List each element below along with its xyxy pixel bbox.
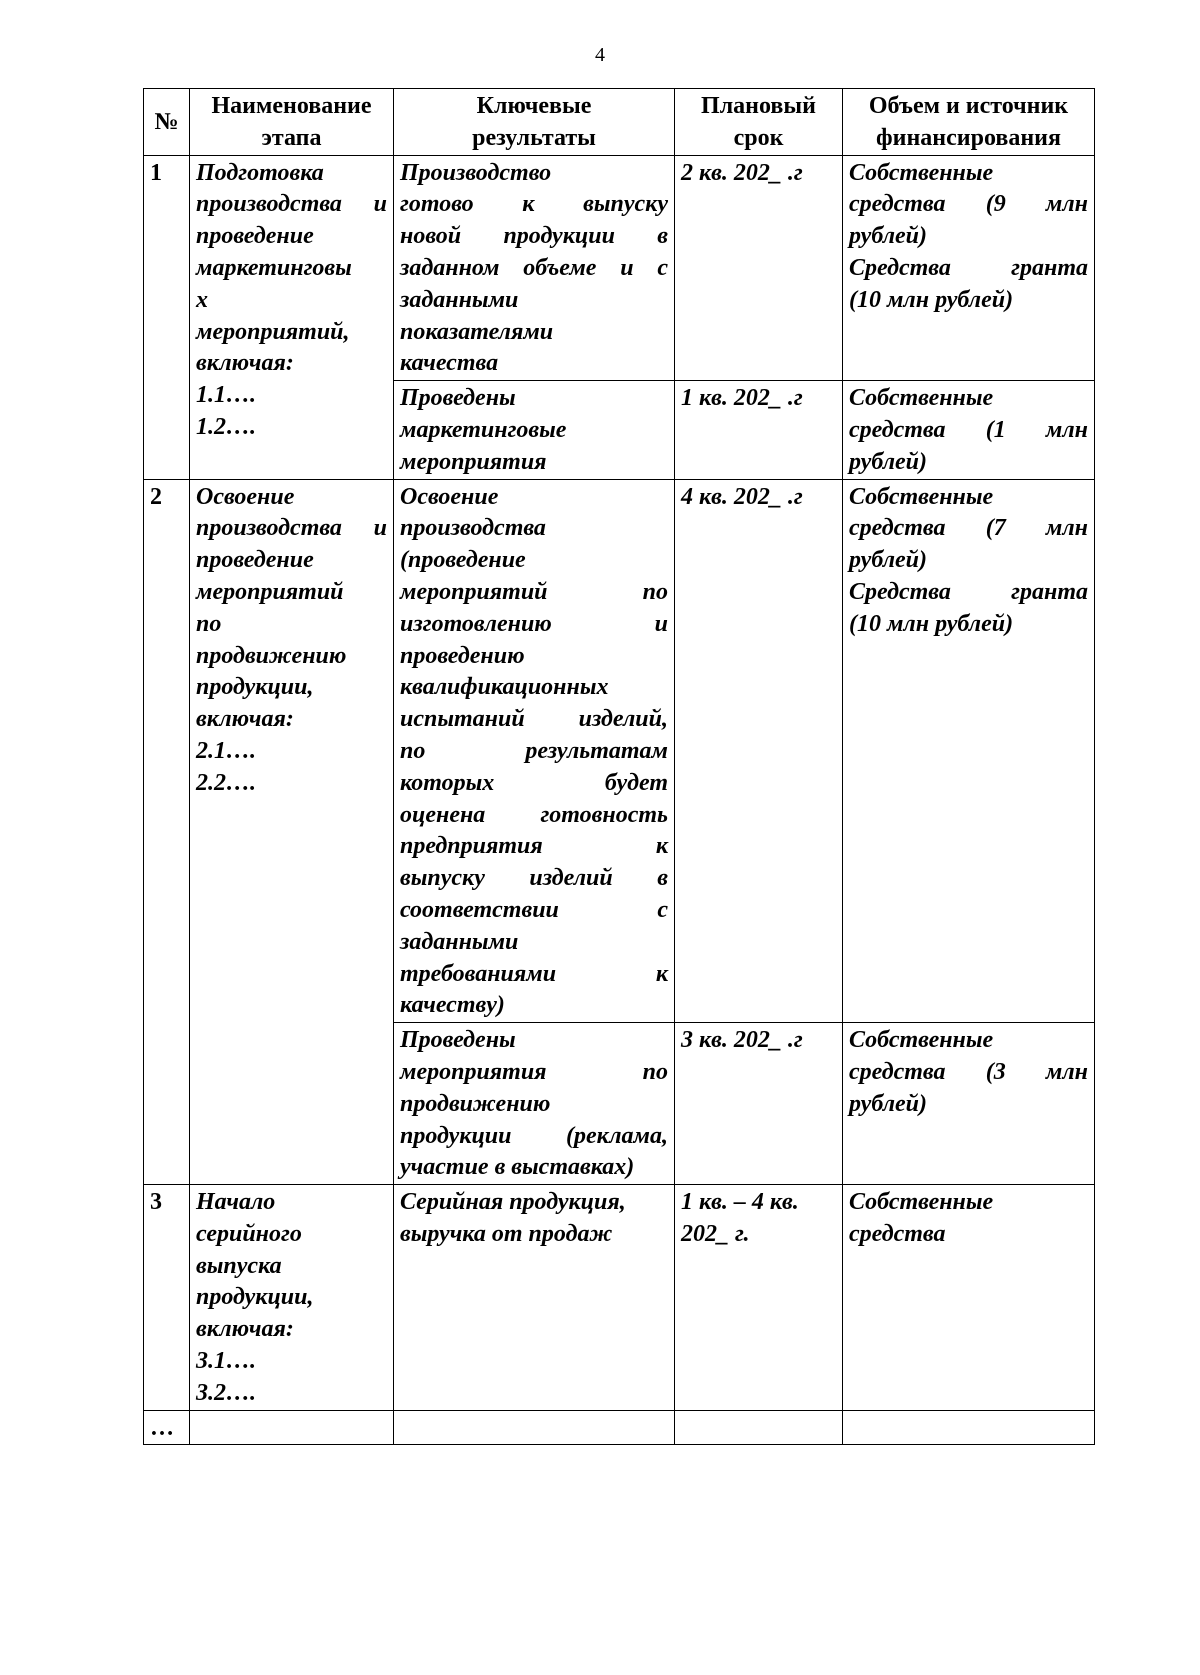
cell-line: Проведены [400,1027,516,1054]
cell-line: Собственные [849,1189,994,1216]
cell-line: продвижению [196,642,347,669]
cell-line: рублей) [849,547,928,574]
planned-term: 3 кв. 202_ .г [675,1023,843,1185]
cell-line: проведение [196,223,314,250]
cell-line: проведение [196,547,314,574]
cell-line: серийного [196,1220,302,1247]
key-result [394,1023,675,1185]
cell-line: производства [400,515,546,542]
cell-line: которых будет [400,769,668,796]
table-row-ellipsis [144,1410,1095,1445]
empty-cell [394,1410,675,1445]
cell-line: рублей) [849,223,928,250]
funding [843,1185,1095,1411]
cell-line: мероприятий [196,578,344,605]
funding [843,479,1095,1023]
cell-line: Освоение [196,483,295,510]
stage-name [190,155,394,479]
cell-line: включая: [196,350,294,377]
cell-line: продукции (реклама, [400,1122,668,1149]
planned-term: 2 кв. 202_ .г [675,155,843,381]
cell-line: оценена готовность [400,801,668,828]
cell-line: рублей) [849,448,928,475]
cell-line: маркетинговые [400,416,567,443]
planned-term: 4 кв. 202_ .г [675,479,843,1023]
cell-line: качеству) [400,992,505,1019]
cell-line: предприятия к [400,833,668,860]
key-result [394,381,675,479]
cell-line: 1.2…. [196,413,256,440]
cell-line: 202_ г. [681,1220,750,1247]
cell-line: Серийная продукция, [400,1189,626,1216]
cell-line: Проведены [400,385,516,412]
cell-line: производства и [196,191,387,218]
cell-line: Средства гранта [849,578,1088,605]
key-result [394,155,675,381]
cell-line: включая: [196,706,294,733]
cell-line: Начало [196,1189,276,1216]
cell-line: продукции, [196,674,314,701]
cell-line: продвижению [400,1090,551,1117]
cell-line: маркетинговы [196,254,352,281]
cell-line: выпуска [196,1252,282,1279]
cell-line: (проведение [400,547,526,574]
table-row [144,1185,1095,1411]
planned-term: 1 кв. 202_ .г [675,381,843,479]
empty-cell [190,1410,394,1445]
cell-line: средства [849,1220,946,1247]
cell-line: изготовлению и [400,610,668,637]
cell-line: требованиями к [400,960,668,987]
cell-line: показателями [400,318,554,345]
cell-line: соответствии с [400,896,668,923]
cell-line: рублей) [849,1090,928,1117]
cell-line: Собственные [849,483,994,510]
cell-line: участие в выставках) [400,1154,635,1181]
table-row [144,155,1095,381]
key-result [394,1185,675,1411]
planned-term [675,1185,843,1411]
cell-line: включая: [196,1316,294,1343]
header-stage: Наименование этапа [190,89,394,156]
cell-line: выручка от продаж [400,1220,613,1247]
cell-line: Средства гранта [849,254,1088,281]
cell-line: новой продукции в [400,223,668,250]
cell-line: Освоение [400,483,499,510]
empty-cell [675,1410,843,1445]
funding [843,155,1095,381]
cell-line: х [196,286,208,313]
row-num: 1 [144,155,190,479]
cell-line: 2.2…. [196,769,256,796]
stage-name [190,1185,394,1411]
cell-line: испытаний изделий, [400,706,668,733]
cell-line: 3.1…. [196,1348,256,1375]
cell-line: заданными [400,928,519,955]
cell-line: проведению [400,642,525,669]
cell-line: Подготовка [196,159,324,186]
header-results: Ключевые результаты [394,89,675,156]
stages-table [143,88,1095,1445]
cell-line: квалификационных [400,674,609,701]
table-header-row [144,89,1095,156]
stage-name [190,479,394,1185]
cell-line: готово к выпуску [400,191,668,218]
cell-line: (10 млн рублей) [849,610,1014,637]
cell-line: 1.1…. [196,382,256,409]
cell-line: Производство [400,159,552,186]
cell-line: мероприятия [400,448,547,475]
row-num: 3 [144,1185,190,1411]
page-number: 4 [595,44,605,66]
cell-line: 2.1…. [196,737,256,764]
cell-line: мероприятий по [400,578,668,605]
cell-line: продукции, [196,1284,314,1311]
table-row [144,479,1095,1023]
empty-cell [843,1410,1095,1445]
cell-line: 1 кв. – 4 кв. [681,1189,799,1216]
funding [843,381,1095,479]
cell-line: заданном объеме и с [400,254,668,281]
header-funding: Объем и источник финансирования [843,89,1095,156]
cell-line: средства (1 млн [849,416,1088,443]
row-num: 2 [144,479,190,1185]
key-result [394,479,675,1023]
cell-line: средства (7 млн [849,515,1088,542]
cell-line: выпуску изделий в [400,865,668,892]
header-term: Плановый срок [675,89,843,156]
cell-line: Собственные [849,1027,994,1054]
cell-line: 3.2…. [196,1379,256,1406]
ellipsis-cell: … [144,1410,190,1445]
cell-line: по результатам [400,737,668,764]
cell-line: средства (9 млн [849,191,1088,218]
table-body [144,155,1095,1445]
cell-line: (10 млн рублей) [849,286,1014,313]
cell-line: мероприятия по [400,1058,668,1085]
cell-line: заданными [400,286,519,313]
cell-line: Собственные [849,159,994,186]
cell-line: средства (3 млн [849,1058,1088,1085]
cell-line: Собственные [849,385,994,412]
cell-line: производства и [196,515,387,542]
cell-line: качества [400,350,499,377]
funding [843,1023,1095,1185]
cell-line: мероприятий, [196,318,350,345]
cell-line: по [196,610,222,637]
header-num: № [144,89,190,156]
